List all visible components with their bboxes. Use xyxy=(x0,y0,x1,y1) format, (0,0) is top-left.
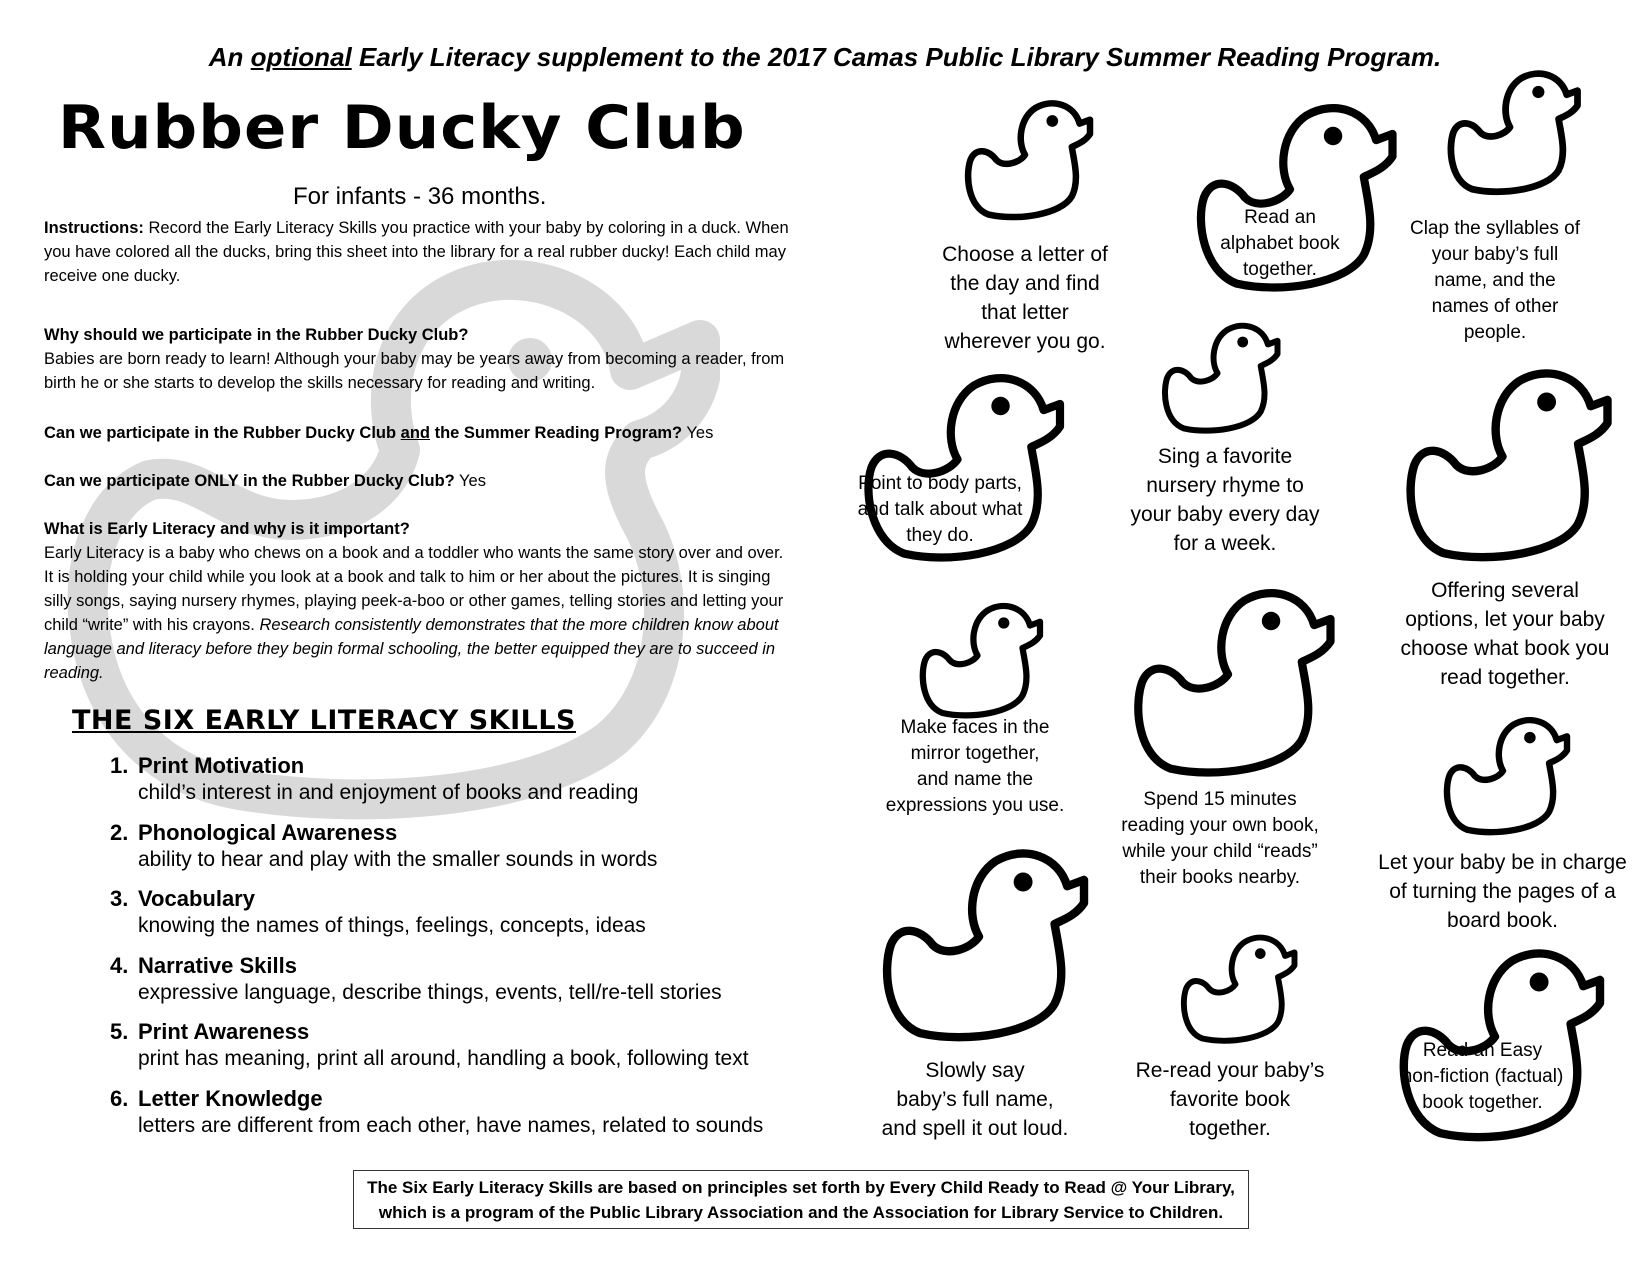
header-line xyxy=(0,42,1650,73)
duck-2-text: Read an alphabet book together. xyxy=(1220,207,1340,280)
skill-item xyxy=(110,1086,810,1153)
duck-9-icon[interactable] xyxy=(1428,712,1578,840)
duck-5-icon[interactable] xyxy=(1150,318,1285,438)
duck-12-text: Read an Easy non-fiction (factual) book together. xyxy=(1401,1040,1564,1113)
header-post: Early Literacy supplement to the 2017 Camas Public Library Summer Reading Program. xyxy=(351,42,1442,72)
skill-number: 6. xyxy=(110,1085,129,1111)
skill-description: letters are different from each other, have names, related to sounds xyxy=(138,1113,764,1137)
skill-description: print has meaning, print all around, handling a book, following text xyxy=(138,1047,749,1070)
q-only-paragraph xyxy=(44,469,794,493)
skill-description: ability to hear and play with the smaller sounds in words xyxy=(138,847,658,871)
what-paragraph xyxy=(44,517,794,685)
skill-number: 1. xyxy=(110,753,129,778)
skill-item xyxy=(110,820,810,887)
footer-note: The Six Early Literacy Skills are based on principles set forth by Every Child Ready to Read @ Your Library, which is a program of the Public Library Association and the Association for Library Service to Children. xyxy=(353,1170,1249,1229)
duck-7-text: Make faces in the mirror together, and name the expressions you use. xyxy=(885,717,1065,816)
skill-number: 4. xyxy=(110,952,129,978)
skill-item xyxy=(110,1019,810,1086)
q-both-paragraph xyxy=(44,421,794,445)
duck-4-text: Point to body parts, and talk about what they do. xyxy=(857,473,1023,546)
skill-name: Narrative Skills xyxy=(138,952,297,978)
duck-11-icon[interactable] xyxy=(1168,930,1303,1048)
duck-11-text: Re-read your baby’s favorite book together. xyxy=(1135,1059,1325,1140)
duck-3-text: Clap the syllables of your baby’s full name, and the names of other people. xyxy=(1409,218,1581,343)
q-only-question: Can we participate ONLY in the Rubber Ducky Club? xyxy=(44,472,455,490)
q-both-answer: Yes xyxy=(682,424,714,442)
page-subtitle: For infants - 36 months. xyxy=(293,183,547,210)
skill-item xyxy=(110,953,810,1020)
header-pre: An xyxy=(208,42,251,72)
what-answer: Early Literacy is a baby who chews on a book and a toddler who wants the same story over and over. It is holding your child while you look at a book and talk to him or her about the pictures. It is singing silly songs, saying nursery rhymes, playing peek-a-boo or other games, telling stories and letting your child “write” with his crayons. xyxy=(44,544,784,634)
duck-8-icon[interactable] xyxy=(1113,580,1343,785)
q-both-and: and xyxy=(400,424,430,442)
q-only-answer: Yes xyxy=(454,472,486,490)
skill-name: Phonological Awareness xyxy=(138,819,398,845)
duck-9-text: Let your baby be in charge of turning the pages of a board book. xyxy=(1378,851,1627,932)
skills-heading: THE SIX EARLY LITERACY SKILLS xyxy=(72,705,576,736)
skill-name: Print Motivation xyxy=(138,753,305,778)
skill-item xyxy=(110,886,810,953)
why-answer: Babies are born ready to learn! Although your baby may be years away from becoming a reader, from birth he or she starts to develop the skills necessary for reading and writing. xyxy=(44,350,785,392)
skill-name: Letter Knowledge xyxy=(138,1085,323,1111)
duck-6-text: Offering several options, let your baby choose what book you read together. xyxy=(1400,579,1610,689)
skill-description: expressive language, describe things, events, tell/re-tell stories xyxy=(138,980,722,1004)
header-optional: optional xyxy=(250,42,352,72)
duck-7-icon[interactable] xyxy=(905,598,1050,723)
duck-5-text: Sing a favorite nursery rhyme to your baby every day for a week. xyxy=(1130,445,1320,555)
duck-1-icon[interactable] xyxy=(940,95,1110,225)
skill-name: Print Awareness xyxy=(138,1019,310,1044)
instructions-text: Record the Early Literacy Skills you practice with your baby by coloring in a duck. When you have colored all the ducks, bring this sheet into the library for a real rubber ducky! Each child may receive one ducky. xyxy=(44,219,789,285)
why-question: Why should we participate in the Rubber Ducky Club? xyxy=(44,326,469,344)
duck-1-text: Choose a letter of the day and find that letter wherever you go. xyxy=(942,243,1108,353)
why-paragraph xyxy=(44,323,794,395)
instructions-label: Instructions: xyxy=(44,219,144,237)
skills-list xyxy=(110,753,810,1152)
duck-8-text: Spend 15 minutes reading your own book, while your child “reads” their books nearby. xyxy=(1121,789,1319,888)
duck-10-text: Slowly say baby’s full name, and spell it out loud. xyxy=(881,1059,1069,1140)
what-question: What is Early Literacy and why is it important? xyxy=(44,520,410,538)
skill-item xyxy=(110,753,810,820)
instructions-paragraph xyxy=(44,216,794,288)
skill-number: 2. xyxy=(110,819,129,845)
page-title: Rubber Ducky Club xyxy=(58,93,746,163)
skill-number: 3. xyxy=(110,886,129,911)
skill-description: knowing the names of things, feelings, concepts, ideas xyxy=(138,914,646,937)
duck-10-icon[interactable] xyxy=(863,840,1095,1050)
skill-name: Vocabulary xyxy=(138,886,255,911)
duck-3-icon[interactable] xyxy=(1430,65,1590,200)
q-both-post: the Summer Reading Program? xyxy=(430,424,683,442)
q-both-pre: Can we participate in the Rubber Ducky Club xyxy=(44,424,401,442)
skill-description: child’s interest in and enjoyment of books and reading xyxy=(138,781,639,804)
duck-6-icon[interactable] xyxy=(1385,360,1620,570)
what-research: Research consistently demonstrates that the more children know about language and literacy before they begin formal schooling, the better equipped they are to succeed in reading. xyxy=(44,616,779,682)
skill-number: 5. xyxy=(110,1019,129,1044)
